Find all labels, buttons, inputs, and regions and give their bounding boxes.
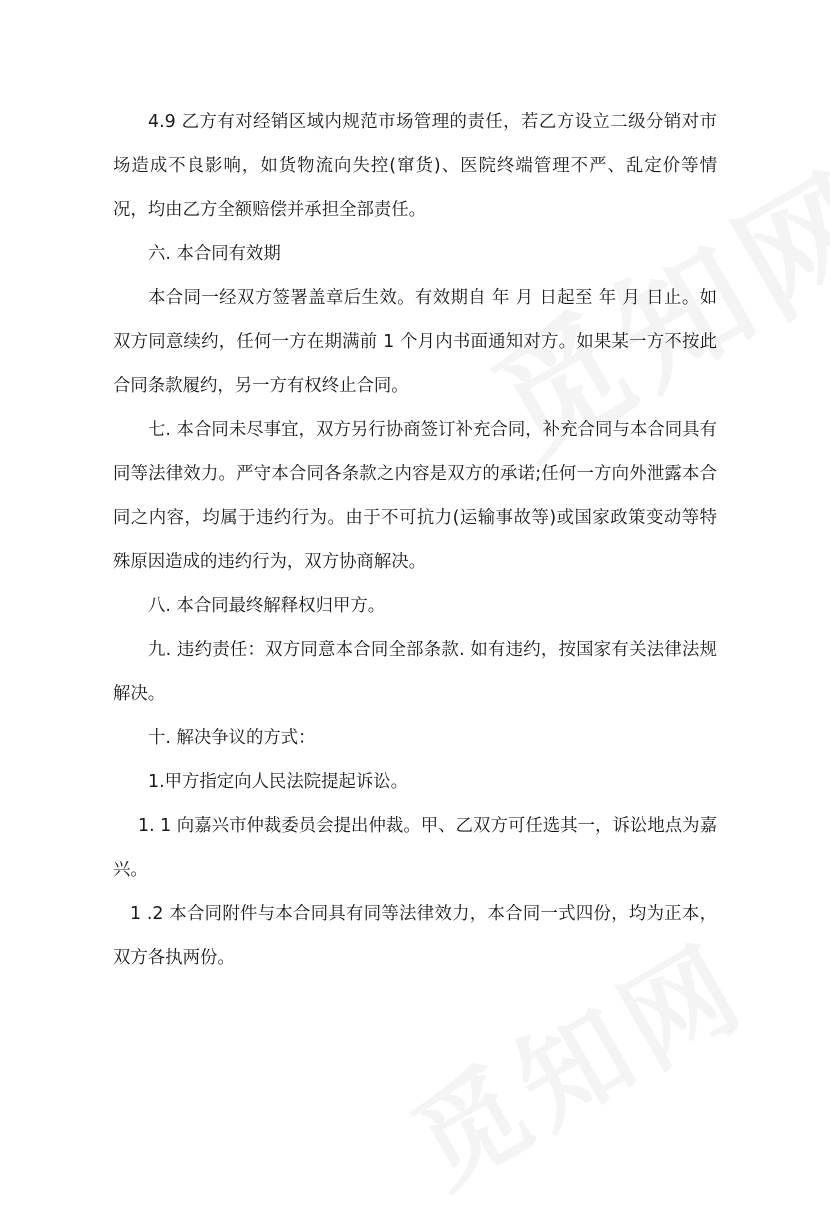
section-7: 七. 本合同未尽事宜，双方另行协商签订补充合同，补充合同与本合同具有同等法律效力。严守本合同各条款之内容是双方的承诺;任何一方向外泄露本合同之内容，均属于违约行为。由于不可抗力(运输事故等)或国家政策变动等特殊原因造成的违约行为，双方协商解决。 bbox=[113, 420, 717, 572]
section-10-heading: 十. 解决争议的方式： bbox=[148, 728, 316, 748]
clause-1-2: 1 .2 本合同附件与本合同具有同等法律效力，本合同一式四份，均为正本，双方各执两份。 bbox=[113, 904, 717, 968]
section-6-body: 本合同一经双方签署盖章后生效。有效期自 年 月 日起至 年 月 日止。如双方同意续约，任何一方在期满前 1 个月内书面通知对方。如果某一方不按此合同条款履约，另一方有权终止合同。 bbox=[113, 288, 717, 396]
clause-1: 1.甲方指定向人民法院提起诉讼。 bbox=[148, 772, 409, 792]
section-8: 八. 本合同最终解释权归甲方。 bbox=[148, 596, 386, 616]
section-6-heading: 六. 本合同有效期 bbox=[148, 244, 281, 264]
clause-1-1: 1. 1 向嘉兴市仲裁委员会提出仲裁。甲、乙双方可任选其一，诉讼地点为嘉兴。 bbox=[113, 816, 717, 880]
section-9: 九. 违约责任：双方同意本合同全部条款. 如有违约，按国家有关法律法规解决。 bbox=[113, 640, 717, 704]
clause-4-9: 4.9 乙方有对经销区域内规范市场管理的责任，若乙方设立二级分销对市场造成不良影响，如货物流向失控(窜货)、医院终端管理不严、乱定价等情况，均由乙方全额赔偿并承担全部责任。 bbox=[113, 112, 717, 220]
